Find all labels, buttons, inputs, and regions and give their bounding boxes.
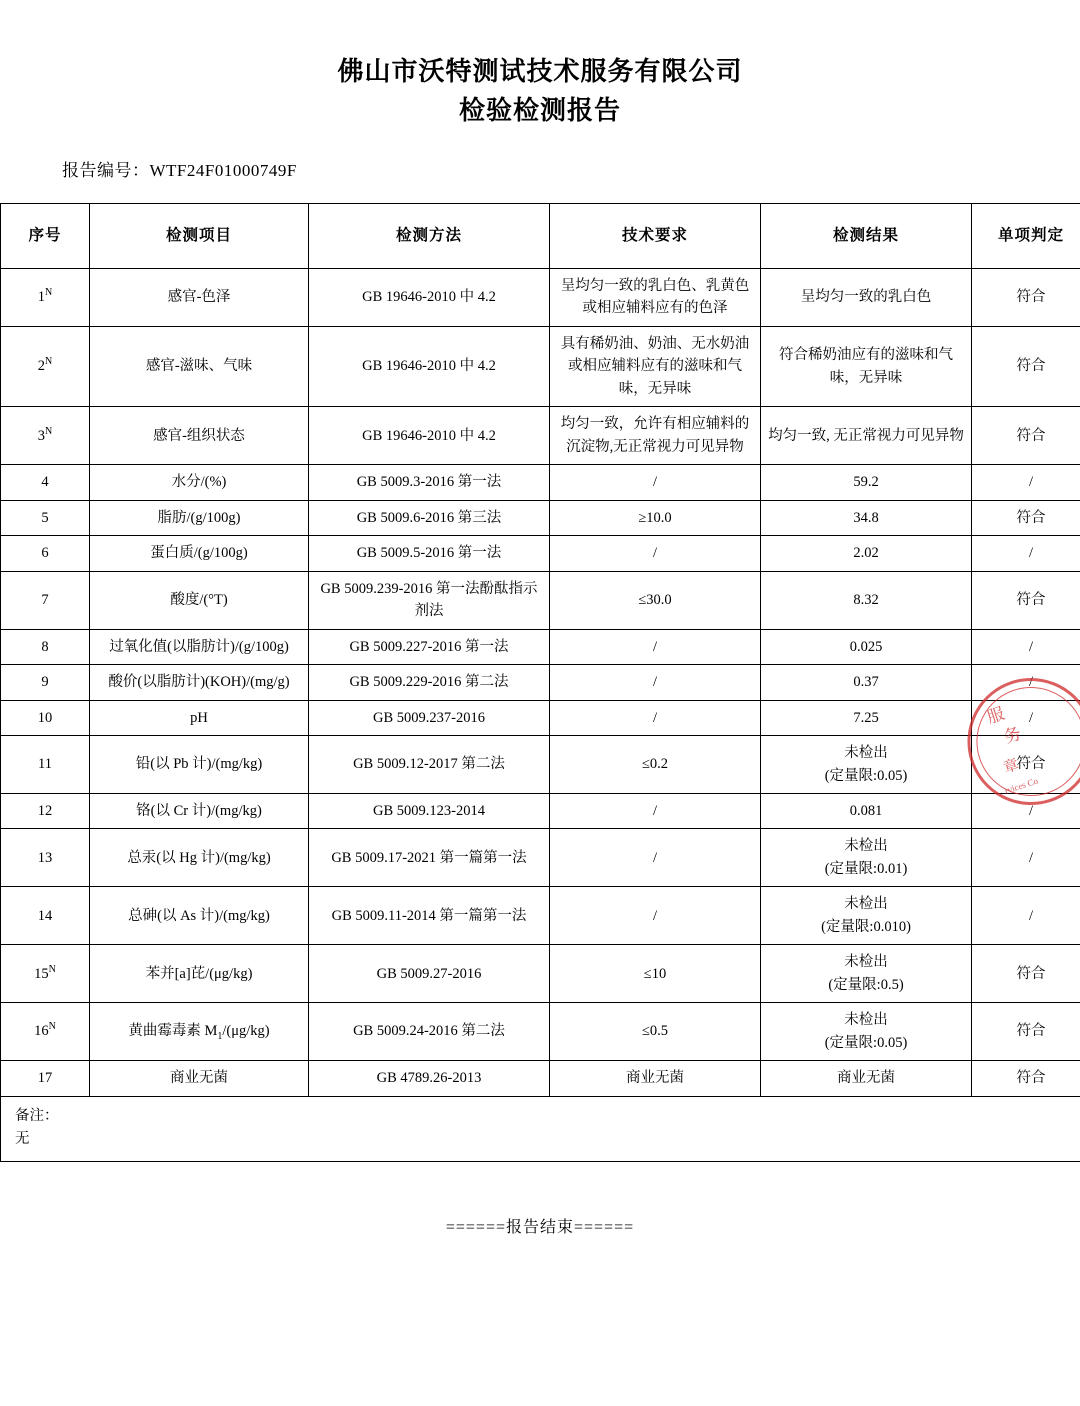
company-name: 佛山市沃特测试技术服务有限公司: [337, 57, 743, 86]
svg-text:务: 务: [1001, 723, 1024, 748]
cell-method: GB 5009.237-2016: [309, 700, 550, 735]
cell-result: 0.37: [761, 665, 972, 700]
note-superscript: N: [48, 963, 56, 975]
table-row: [1, 465, 1080, 500]
cell-judgement: 符合: [972, 500, 1080, 535]
table-body: [1, 269, 1080, 1097]
table-row: [1, 665, 1080, 700]
cell-result: 34.8: [761, 500, 972, 535]
cell-item: 铬(以 Cr 计)/(mg/kg): [90, 793, 309, 828]
cell-item: 总砷(以 As 计)/(mg/kg): [90, 887, 309, 945]
cell-result: 符合稀奶油应有的滋味和气味，无异味: [761, 326, 972, 406]
cell-requirement: ≤0.5: [550, 1003, 761, 1061]
cell-item: 过氧化值(以脂肪计)/(g/100g): [90, 629, 309, 664]
cell-method: GB 5009.5-2016 第一法: [309, 536, 550, 571]
remark-label: 备注：: [15, 1107, 59, 1124]
cell-method: GB 19646-2010 中 4.2: [309, 407, 550, 465]
cell-method: GB 4789.26-2013: [309, 1061, 550, 1096]
cell-judgement: /: [972, 793, 1080, 828]
cell-requirement: ≤30.0: [550, 571, 761, 629]
cell-method: GB 19646-2010 中 4.2: [309, 326, 550, 406]
cell-item: 蛋白质/(g/100g): [90, 536, 309, 571]
cell-requirement: /: [550, 629, 761, 664]
cell-result: 0.025: [761, 629, 972, 664]
cell-requirement: 具有稀奶油、奶油、无水奶油或相应辅料应有的滋味和气味，无异味: [550, 326, 761, 406]
report-number-value: WTF24F01000749F: [149, 161, 297, 180]
report-number: [62, 156, 1080, 181]
cell-judgement: /: [972, 829, 1080, 887]
cell-method: GB 5009.123-2014: [309, 793, 550, 828]
table-row: [1, 536, 1080, 571]
cell-method: GB 5009.6-2016 第三法: [309, 500, 550, 535]
table-row: [1, 887, 1080, 945]
cell-no: 8: [1, 629, 90, 664]
cell-item: 脂肪/(g/100g): [90, 500, 309, 535]
cell-item: 感官-组织状态: [90, 407, 309, 465]
cell-method: GB 5009.24-2016 第二法: [309, 1003, 550, 1061]
cell-method: GB 19646-2010 中 4.2: [309, 269, 550, 327]
table-row: [1, 571, 1080, 629]
table-row: [1, 500, 1080, 535]
cell-requirement: ≥10.0: [550, 500, 761, 535]
cell-judgement: 符合: [972, 269, 1080, 327]
cell-judgement: 符合: [972, 326, 1080, 406]
col-header-result: 检测结果: [761, 204, 972, 269]
cell-item: 苯并[a]芘/(μg/kg): [90, 945, 309, 1003]
cell-no: $16^N$: [1, 1003, 90, 1061]
cell-judgement: /: [972, 665, 1080, 700]
cell-requirement: /: [550, 700, 761, 735]
table-row: [1, 407, 1080, 465]
cell-no: 12: [1, 793, 90, 828]
cell-result: 未检出 (定量限:0.05): [761, 736, 972, 794]
cell-result: 7.25: [761, 700, 972, 735]
cell-result: 未检出 (定量限:0.01): [761, 829, 972, 887]
table-row: [1, 1061, 1080, 1096]
col-header-method: 检测方法: [309, 204, 550, 269]
table-row: [1, 829, 1080, 887]
cell-requirement: 呈均匀一致的乳白色、乳黄色或相应辅料应有的色泽: [550, 269, 761, 327]
cell-result: 未检出 (定量限:0.010): [761, 887, 972, 945]
cell-requirement: 均匀一致，允许有相应辅料的沉淀物,无正常视力可见异物: [550, 407, 761, 465]
remark-value: 无: [15, 1130, 30, 1147]
table-row: [1, 793, 1080, 828]
cell-method: GB 5009.239-2016 第一法酚酞指示剂法: [309, 571, 550, 629]
col-header-requirement: 技术要求: [550, 204, 761, 269]
table-row: [1, 629, 1080, 664]
cell-no: 13: [1, 829, 90, 887]
cell-no: 5: [1, 500, 90, 535]
cell-method: GB 5009.3-2016 第一法: [309, 465, 550, 500]
remark-row: [1, 1096, 1080, 1161]
cell-no: 14: [1, 887, 90, 945]
cell-judgement: /: [972, 465, 1080, 500]
cell-requirement: /: [550, 465, 761, 500]
cell-no: 4: [1, 465, 90, 500]
cell-requirement: /: [550, 536, 761, 571]
cell-item: 酸价(以脂肪计)(KOH)/(mg/g): [90, 665, 309, 700]
col-header-no: 序号: [1, 204, 90, 269]
cell-requirement: /: [550, 887, 761, 945]
cell-no: $15^N$: [1, 945, 90, 1003]
cell-result: 商业无菌: [761, 1061, 972, 1096]
cell-result: 0.081: [761, 793, 972, 828]
cell-item: 水分/(%): [90, 465, 309, 500]
cell-requirement: /: [550, 829, 761, 887]
cell-requirement: ≤10: [550, 945, 761, 1003]
page-title: 检验检测报告: [458, 96, 621, 125]
cell-requirement: 商业无菌: [550, 1061, 761, 1096]
cell-method: GB 5009.12-2017 第二法: [309, 736, 550, 794]
svg-text:服: 服: [984, 703, 1007, 728]
table-row: [1, 736, 1080, 794]
table-row: [1, 945, 1080, 1003]
cell-item: 商业无菌: [90, 1061, 309, 1096]
table-header-row: [1, 204, 1080, 269]
cell-judgement: 符合: [972, 945, 1080, 1003]
cell-result: 2.02: [761, 536, 972, 571]
table-row: [1, 1003, 1080, 1061]
cell-method: GB 5009.27-2016: [309, 945, 550, 1003]
test-results-table: [0, 203, 1080, 1162]
report-number-label: 报告编号：: [62, 161, 150, 180]
cell-item: 感官-色泽: [90, 269, 309, 327]
cell-result: 未检出 (定量限:0.5): [761, 945, 972, 1003]
cell-result: 未检出 (定量限:0.05): [761, 1003, 972, 1061]
cell-requirement: /: [550, 793, 761, 828]
item-subscript: 1: [217, 1031, 223, 1043]
cell-method: GB 5009.229-2016 第二法: [309, 665, 550, 700]
cell-no: 6: [1, 536, 90, 571]
cell-no: 7: [1, 571, 90, 629]
cell-method: GB 5009.227-2016 第一法: [309, 629, 550, 664]
cell-item: 总汞(以 Hg 计)/(mg/kg): [90, 829, 309, 887]
cell-item: 黄曲霉毒素 $M_1/(\mu g/kg)$: [90, 1003, 309, 1061]
table-footer: [1, 1096, 1080, 1161]
note-superscript: N: [45, 287, 53, 299]
cell-requirement: /: [550, 665, 761, 700]
table-header: [1, 204, 1080, 269]
cell-judgement: 符合: [972, 407, 1080, 465]
cell-result: 59.2: [761, 465, 972, 500]
note-superscript: N: [48, 1021, 56, 1033]
cell-judgement: 符合: [972, 1003, 1080, 1061]
table-row: [1, 326, 1080, 406]
cell-requirement: ≤0.2: [550, 736, 761, 794]
report-header: [0, 0, 1080, 130]
cell-no: 10: [1, 700, 90, 735]
cell-no: $2^N$: [1, 326, 90, 406]
cell-method: GB 5009.11-2014 第一篇第一法: [309, 887, 550, 945]
col-header-item: 检测项目: [90, 204, 309, 269]
cell-judgement: 符合: [972, 1061, 1080, 1096]
table-row: [1, 700, 1080, 735]
table-row: [1, 269, 1080, 327]
cell-item: 感官-滋味、气味: [90, 326, 309, 406]
cell-result: 呈均匀一致的乳白色: [761, 269, 972, 327]
cell-judgement: /: [972, 700, 1080, 735]
cell-judgement: /: [972, 536, 1080, 571]
report-end-mark: ======报告结束======: [445, 1219, 635, 1237]
remark-cell: [1, 1096, 1080, 1161]
cell-item: 铅(以 Pb 计)/(mg/kg): [90, 736, 309, 794]
svg-text:章: 章: [1001, 756, 1021, 777]
cell-judgement: 符合: [972, 571, 1080, 629]
note-superscript: N: [45, 425, 53, 437]
cell-method: GB 5009.17-2021 第一篇第一法: [309, 829, 550, 887]
col-header-judgement: 单项判定: [972, 204, 1080, 269]
note-superscript: N: [45, 356, 53, 368]
cell-judgement: 符合: [972, 736, 1080, 794]
cell-judgement: /: [972, 629, 1080, 664]
cell-item: pH: [90, 700, 309, 735]
cell-result: 8.32: [761, 571, 972, 629]
cell-item: 酸度/(°T): [90, 571, 309, 629]
cell-no: 11: [1, 736, 90, 794]
cell-result: 均匀一致, 无正常视力可见异物: [761, 407, 972, 465]
svg-text:rvices Co: rvices Co: [1003, 775, 1040, 796]
cell-no: $1^N$: [1, 269, 90, 327]
cell-no: $3^N$: [1, 407, 90, 465]
cell-no: 9: [1, 665, 90, 700]
cell-no: 17: [1, 1061, 90, 1096]
cell-judgement: /: [972, 887, 1080, 945]
